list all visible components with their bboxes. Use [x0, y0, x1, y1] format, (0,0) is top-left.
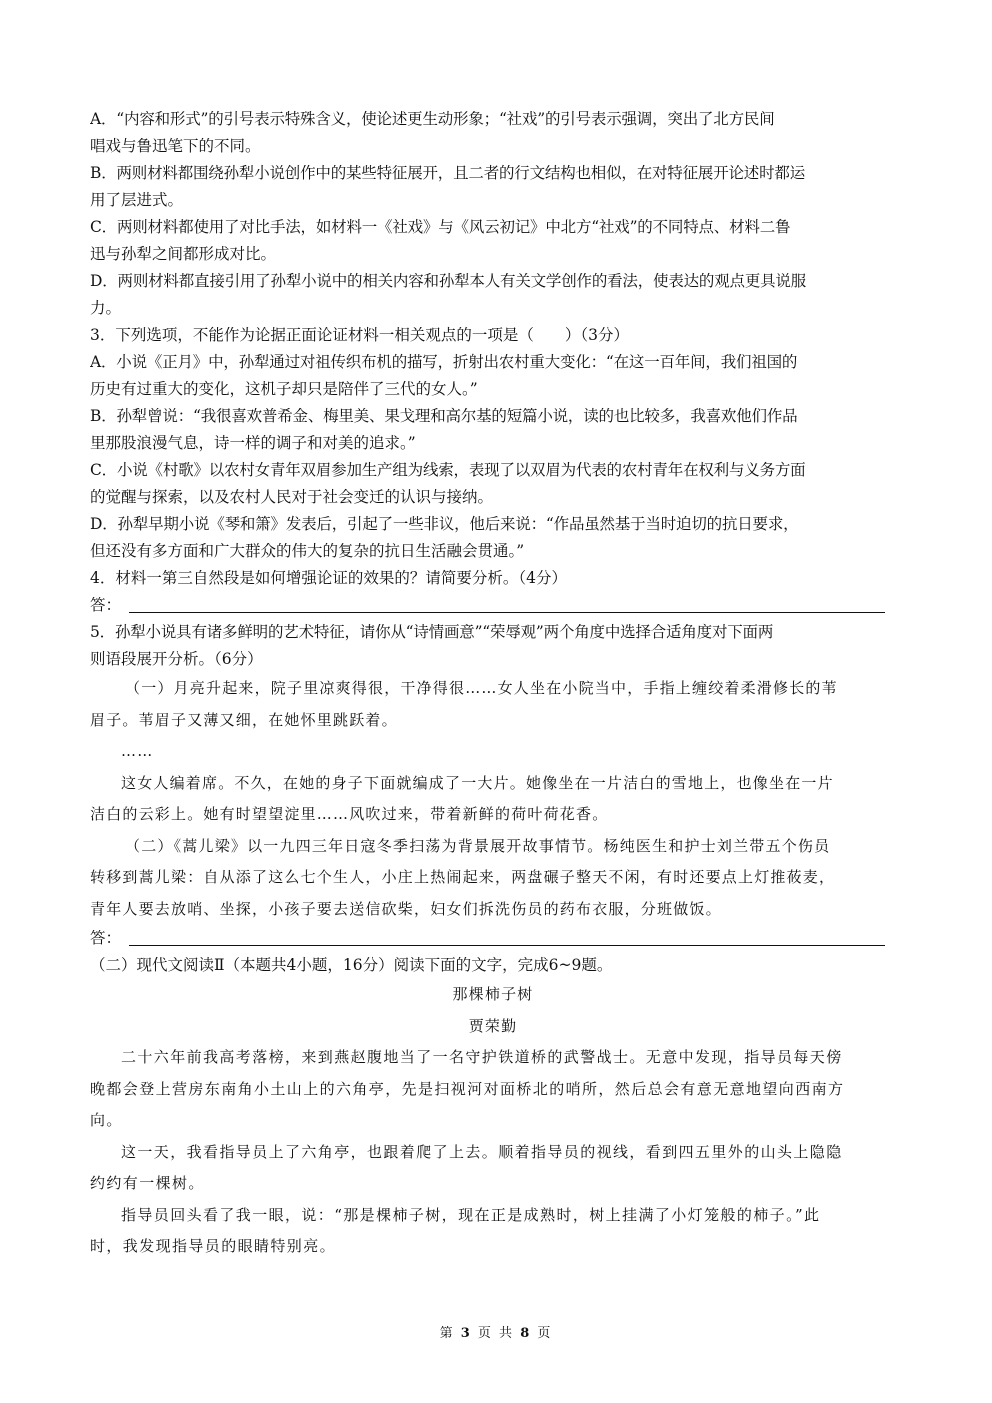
excerpt-2-line-2: 转移到蒿儿梁：自从添了这么七个生人，小庄上热闹起来，两盘碾子整天不闲，有时还要点上灯推莜麦， [90, 868, 836, 886]
paragraph-3-line-2: 时，我发现指导员的眼睛特别亮。 [90, 1237, 337, 1255]
answer-row-q5 [90, 925, 906, 952]
excerpt-2-line-1: （二）《蒿儿梁》以一九四三年日寇冬季扫荡为背景展开故事情节。杨纯医生和护士刘兰带五个伤员 [125, 836, 831, 855]
footer-suffix: 页 [537, 1326, 553, 1341]
article-author: 贾荣勤 [468, 1016, 518, 1035]
option-d-line-2: 力。 [90, 299, 122, 317]
paragraph-1-line-3: 向。 [90, 1111, 123, 1129]
answer-label: 答： [90, 929, 122, 947]
paragraph-1-line-1: 二十六年前我高考落榜，来到燕赵腹地当了一名守护铁道桥的武警战士。无意中发现，指导员每天傍 [121, 1048, 843, 1066]
question-5-line-2: 则语段展开分析。（6分） [90, 650, 263, 668]
q3-option-c-line-2: 的觉醒与探索，以及农村人民对于社会变迁的认识与接纳。 [90, 488, 494, 506]
option-a-line-1: A．“内容和形式”的引号表示特殊含义，使论述更生动形象；“社戏”的引号表示强调，突出了北方民间 [90, 110, 775, 128]
option-d-line-1: D．两则材料都直接引用了孙犁小说中的相关内容和孙犁本人有关文学创作的看法，使表达的观点更具说服 [90, 272, 807, 290]
option-c-line-1: C．两则材料都使用了对比手法，如材料一《社戏》与《风云初记》中北方“社戏”的不同特点、材料二鲁 [90, 218, 791, 236]
q3-option-d-line-2: 但还没有多方面和广大群众的伟大的复杂的抗日生活融会贯通。” [90, 542, 525, 560]
excerpt-1-line-4: 洁白的云彩上。她有时望望淀里……风吹过来，带着新鲜的荷叶荷花香。 [90, 805, 609, 823]
excerpt-1-ellipsis: …… [121, 742, 154, 760]
paragraph-1-line-2: 晚都会登上营房东南角小土山上的六角亭，先是扫视河对面桥北的哨所，然后总会有意无意地望向西南方 [90, 1079, 845, 1098]
paragraph-3-line-1: 指导员回头看了我一眼，说：“那是棵柿子树，现在正是成熟时，树上挂满了小灯笼般的柿子。”此 [121, 1205, 821, 1224]
page-content [90, 106, 906, 1263]
option-c-line-2: 迅与孙犁之间都形成对比。 [90, 245, 277, 263]
current-page-number: 3 [460, 1326, 472, 1341]
answer-row-q4 [90, 592, 906, 619]
answer-line-q5[interactable] [129, 945, 885, 946]
answer-label: 答： [90, 596, 122, 614]
footer-prefix: 第 [439, 1326, 455, 1341]
answer-line-q4[interactable] [129, 612, 885, 613]
footer-middle: 页 共 [477, 1326, 515, 1341]
option-b-line-2: 用了层进式。 [90, 191, 184, 209]
question-5-line-1: 5．孙犁小说具有诸多鲜明的艺术特征，请你从“诗情画意”“荣辱观”两个角度中选择合适角度对下面两 [90, 623, 774, 641]
total-page-count: 8 [520, 1326, 532, 1341]
q3-option-b-line-1: B．孙犁曾说：“我很喜欢普希金、梅里美、果戈理和高尔基的短篇小说，读的也比较多，我喜欢他们作品 [90, 407, 798, 425]
excerpt-2-line-3: 青年人要去放哨、坐探，小孩子要去送信砍柴，妇女们拆洗伤员的药布衣服，分班做饭。 [90, 899, 722, 918]
paragraph-2-line-2: 约约有一棵树。 [90, 1174, 205, 1192]
option-a-line-2: 唱戏与鲁迅笔下的不同。 [90, 137, 261, 155]
q3-option-c-line-1: C．小说《村歌》以农村女青年双眉参加生产组为线索，表现了以双眉为代表的农村青年在权利与义务方面 [90, 461, 806, 479]
page-footer [0, 1322, 992, 1341]
question-4: 4．材料一第三自然段是如何增强论证的效果的？请简要分析。（4分） [90, 569, 567, 587]
option-b-line-1: B．两则材料都围绕孙犁小说创作中的某些特征展开，且二者的行文结构也相似，在对特征展开论述时都运 [90, 164, 805, 182]
section-heading: （二）现代文阅读Ⅱ（本题共4小题，16分）阅读下面的文字，完成6~9题。 [90, 956, 613, 974]
article-title: 那棵柿子树 [452, 985, 534, 1003]
excerpt-1-line-1: （一）月亮升起来，院子里凉爽得很，干净得很……女人坐在小院当中，手指上缠绞着柔滑修长的苇 [125, 679, 838, 697]
q3-option-b-line-2: 里那股浪漫气息，诗一样的调子和对美的追求。” [90, 434, 416, 452]
q3-option-a-line-1: A．小说《正月》中，孙犁通过对祖传织布机的描写，折射出农村重大变化：“在这一百年间，我们祖国的 [90, 353, 798, 371]
q3-option-d-line-1: D．孙犁早期小说《琴和箫》发表后，引起了一些非议，他后来说：“作品虽然基于当时迫切的抗日要求， [90, 515, 799, 533]
paragraph-2-line-1: 这一天，我看指导员上了六角亭，也跟着爬了上去。顺着指导员的视线，看到四五里外的山头上隐隐 [121, 1142, 843, 1161]
question-3: 3．下列选项，不能作为论据正面论证材料一相关观点的一项是（ ）（3分） [90, 326, 629, 344]
q3-option-a-line-2: 历史有过重大的变化，这机子却只是陪伴了三代的女人。” [90, 380, 478, 398]
excerpt-1-line-3: 这女人编着席。不久，在她的身子下面就编成了一大片。她像坐在一片洁白的雪地上，也像坐在一片 [121, 773, 834, 792]
excerpt-1-line-2: 眉子。苇眉子又薄又细，在她怀里跳跃着。 [90, 710, 398, 729]
